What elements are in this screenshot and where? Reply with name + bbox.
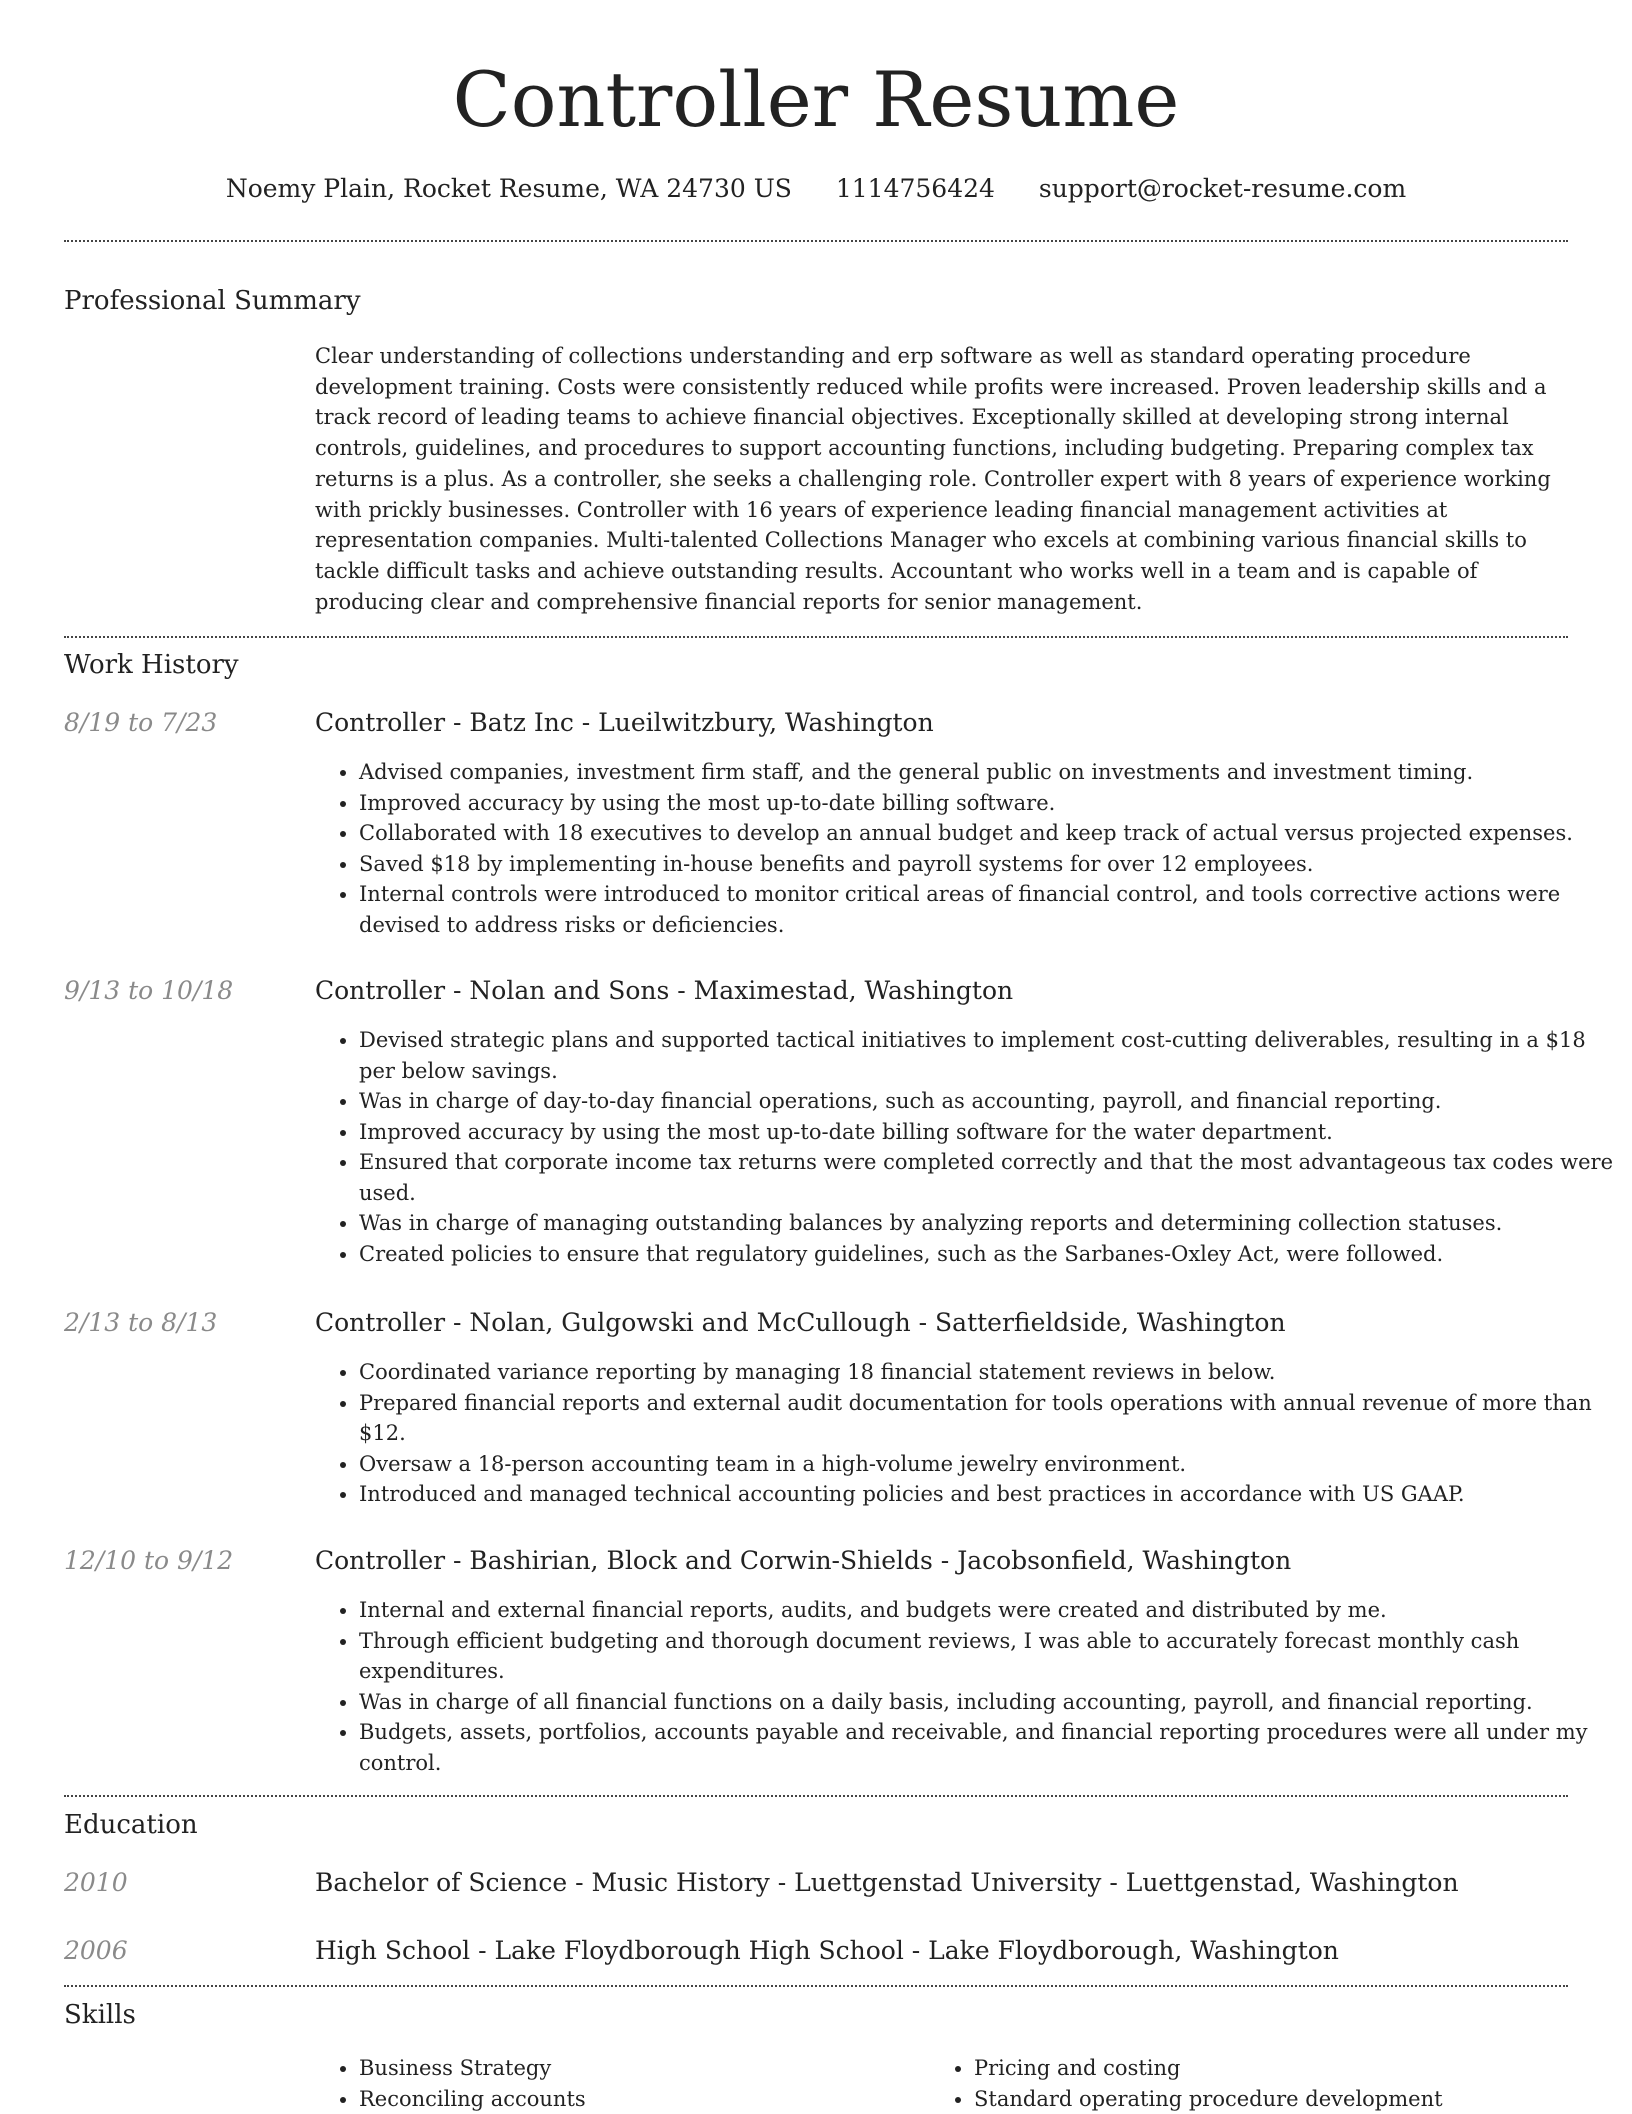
- job-bullet: • Saved $18 by implementing in-house benefits and payroll systems for over 12 employees.: [359, 849, 1614, 880]
- job-bullet: • Collaborated with 18 executives to develop an annual budget and keep track of actual versus projected expenses.: [359, 818, 1614, 849]
- job-bullet: • Budgets, assets, portfolios, accounts payable and receivable, and financial reporting procedures were all under my control.: [359, 1717, 1614, 1778]
- job-bullet: • Was in charge of managing outstanding balances by analyzing reports and determining collection statuses.: [359, 1208, 1614, 1239]
- job-title: Controller - Batz Inc - Lueilwitzbury, Washington: [315, 706, 934, 740]
- summary-heading: Professional Summary: [64, 284, 361, 318]
- skill-item: • Reconciling accounts: [359, 2084, 919, 2114]
- section-divider: [64, 1985, 1568, 1987]
- job-title: Controller - Nolan, Gulgowski and McCullough - Satterfieldside, Washington: [315, 1306, 1286, 1340]
- skill-item: • Business Strategy: [359, 2053, 919, 2084]
- job-bullet: • Improved accuracy by using the most up-to-date billing software for the water department.: [359, 1117, 1614, 1148]
- education-heading: Education: [64, 1808, 198, 1842]
- job-bullet: • Ensured that corporate income tax returns were completed correctly and that the most advantageous tax codes were used.: [359, 1147, 1614, 1208]
- summary-text: Clear understanding of collections understanding and erp software as well as standard operating procedure development training. Costs were consistently reduced while profits were increased. Proven leadership skills and a track record of leading teams to achieve financial objectives. Exceptionally skilled at developing strong internal controls, guidelines, and procedures to support accounting functions, including budgeting. Preparing complex tax returns is a plus. As a controller, she seeks a challenging role. Controller expert with 8 years of experience working with prickly businesses. Controller with 16 years of experience leading financial management activities at representation companies. Multi-talented Collections Manager who excels at combining various financial skills to tackle difficult tasks and achieve outstanding results. Accountant who works well in a team and is capable of producing clear and comprehensive financial reports for senior management.: [315, 341, 1570, 617]
- contact-line: [0, 172, 1632, 206]
- job-bullets: [315, 1595, 1614, 1778]
- work-history-heading: Work History: [64, 648, 239, 682]
- skill-item: • Pricing and costing: [974, 2053, 1534, 2084]
- job-bullet: • Created policies to ensure that regulatory guidelines, such as the Sarbanes-Oxley Act, were followed.: [359, 1239, 1614, 1270]
- contact-address: Noemy Plain, Rocket Resume, WA 24730 US: [226, 174, 792, 203]
- resume-title: Controller Resume: [0, 52, 1632, 148]
- skills-heading: Skills: [64, 1998, 136, 2032]
- job-bullet: • Improved accuracy by using the most up-to-date billing software.: [359, 788, 1614, 819]
- education-title: Bachelor of Science - Music History - Luettgenstad University - Luettgenstad, Washington: [315, 1866, 1459, 1900]
- job-bullet: • Introduced and managed technical accounting policies and best practices in accordance with US GAAP.: [359, 1479, 1614, 1510]
- job-bullet: • Was in charge of all financial functions on a daily basis, including accounting, payroll, and financial reporting.: [359, 1687, 1614, 1718]
- skills-list-left: [315, 2053, 919, 2114]
- education-year: 2010: [64, 1866, 128, 1900]
- job-bullet: • Prepared financial reports and external audit documentation for tools operations with annual revenue of more than $12.: [359, 1388, 1614, 1449]
- section-divider: [64, 636, 1568, 638]
- job-bullet: • Advised companies, investment firm staff, and the general public on investments and investment timing.: [359, 757, 1614, 788]
- section-divider: [64, 1795, 1568, 1797]
- job-bullet: • Internal and external financial reports, audits, and budgets were created and distributed by me.: [359, 1595, 1614, 1626]
- skills-list-right: [930, 2053, 1534, 2114]
- job-bullet: • Oversaw a 18-person accounting team in a high-volume jewelry environment.: [359, 1449, 1614, 1480]
- job-title: Controller - Nolan and Sons - Maximestad, Washington: [315, 974, 1013, 1008]
- section-divider: [64, 240, 1568, 242]
- education-year: 2006: [64, 1934, 128, 1968]
- education-title: High School - Lake Floydborough High School - Lake Floydborough, Washington: [315, 1934, 1339, 1968]
- job-bullet: • Through efficient budgeting and thorough document reviews, I was able to accurately forecast monthly cash expenditures.: [359, 1626, 1614, 1687]
- job-bullets: [315, 757, 1614, 940]
- job-bullet: • Internal controls were introduced to monitor critical areas of financial control, and tools corrective actions were devised to address risks or deficiencies.: [359, 879, 1614, 940]
- job-dates: 8/19 to 7/23: [64, 706, 217, 740]
- job-dates: 12/10 to 9/12: [64, 1544, 233, 1578]
- job-bullets: [315, 1025, 1614, 1269]
- job-title: Controller - Bashirian, Block and Corwin-Shields - Jacobsonfield, Washington: [315, 1544, 1291, 1578]
- job-bullets: [315, 1357, 1614, 1510]
- job-dates: 2/13 to 8/13: [64, 1306, 217, 1340]
- job-dates: 9/13 to 10/18: [64, 974, 233, 1008]
- contact-email: support@rocket-resume.com: [1039, 174, 1406, 203]
- contact-phone: 1114756424: [836, 174, 995, 203]
- job-bullet: • Devised strategic plans and supported tactical initiatives to implement cost-cutting deliverables, resulting in a $18 per below savings.: [359, 1025, 1614, 1086]
- job-bullet: • Coordinated variance reporting by managing 18 financial statement reviews in below.: [359, 1357, 1614, 1388]
- skill-item: • Standard operating procedure development: [974, 2084, 1534, 2114]
- job-bullet: • Was in charge of day-to-day financial operations, such as accounting, payroll, and financial reporting.: [359, 1086, 1614, 1117]
